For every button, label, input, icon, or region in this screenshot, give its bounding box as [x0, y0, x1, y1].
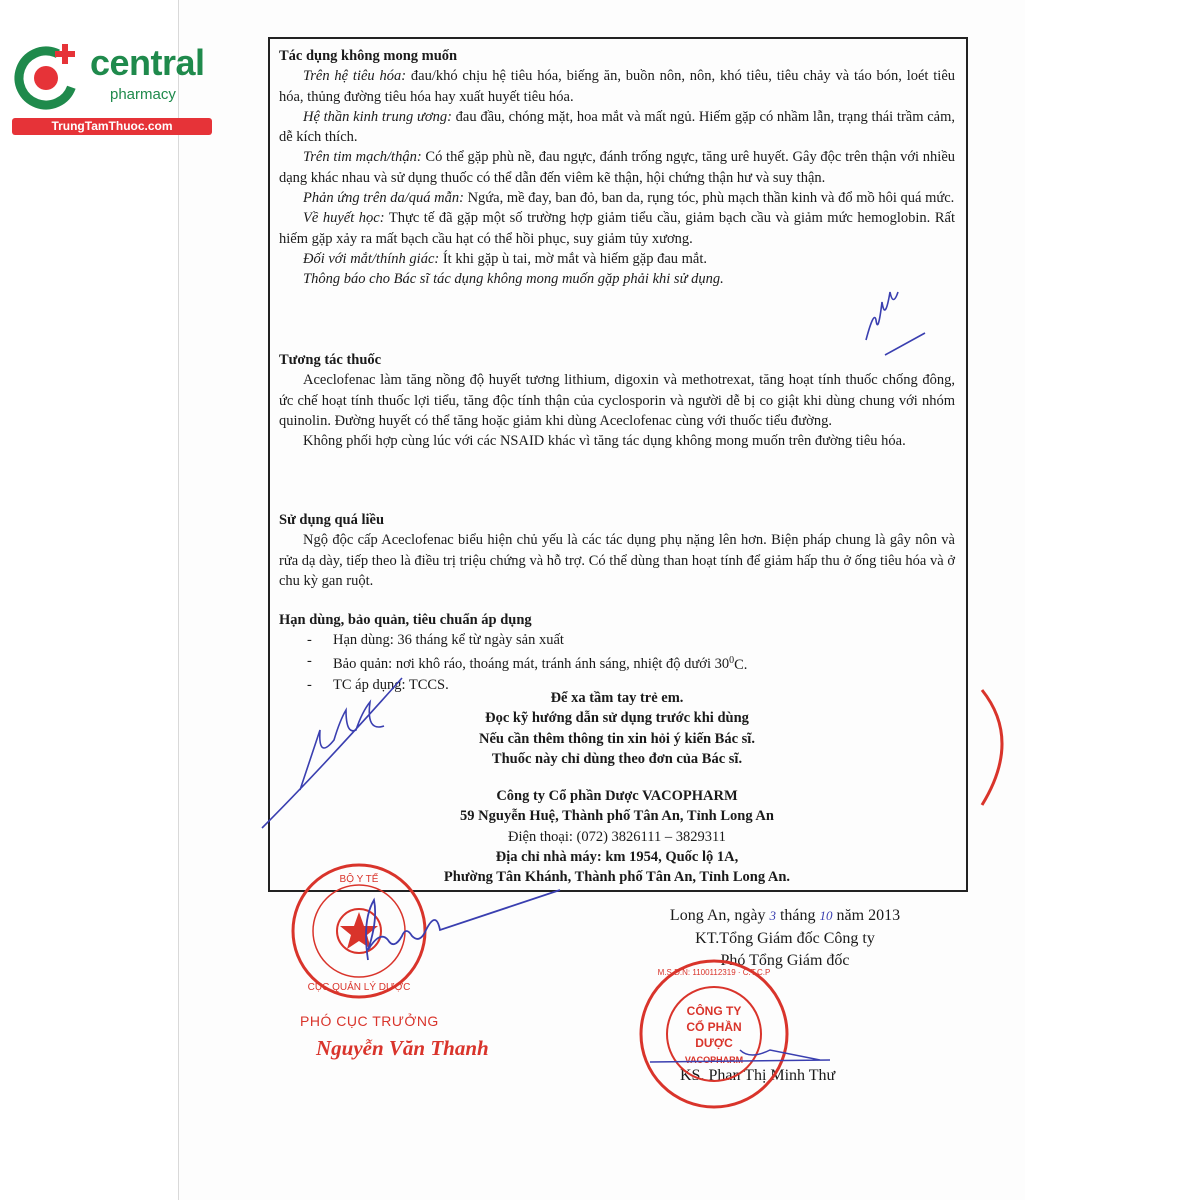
company-stamp-line: CÔNG TY — [686, 1004, 742, 1018]
side-effect-item: Trên hệ tiêu hóa: đau/khó chịu hệ tiêu hóa, biếng ăn, buồn nôn, nôn, khó tiêu, tiêu chảy và táo bón, loét tiêu hóa, thủng đường tiêu hóa hay xuất huyết tiêu hóa. — [279, 68, 956, 105]
company-stamp-line: VACOPHARM — [684, 1055, 744, 1065]
overdose-paragraph: Ngộ độc cấp Aceclofenac biểu hiện chủ yếu là các tác dụng phụ nặng lên hơn. Biện pháp chung là gây nôn và rửa dạ dày, tiếp theo là điều trị triệu chứng và hỗ trợ. Có thể dùng than hoạt tính để giảm hấp thu ở ống tiêu hóa và ở chu kỳ gan ruột. — [279, 532, 955, 589]
warning-line: Thuốc này chỉ dùng theo đơn của Bác sĩ. — [491, 750, 743, 767]
interactions-heading: Tương tác thuốc — [279, 352, 382, 368]
warning-line: Đọc kỹ hướng dẫn sử dụng trước khi dùng — [485, 710, 749, 727]
factory-address: Địa chỉ nhà máy: km 1954, Quốc lộ 1A, — [495, 848, 739, 865]
storage-item: - TC áp dụng: TCCS. — [279, 675, 955, 695]
side-effects-notice: Thông báo cho Bác sĩ tác dụng không mong muốn gặp phải khi sử dụng. — [303, 271, 724, 288]
signature-title: Phó Tổng Giám đốc — [720, 952, 850, 969]
side-effect-item: Hệ thần kinh trung ương: đau đầu, chóng mặt, hoa mắt và mất ngủ. Hiếm gặp có nhầm lẫn, trạng thái trầm cảm, dễ kích thích. — [279, 108, 955, 146]
signer-name: KS. Phan Thị Minh Thư — [680, 1067, 836, 1084]
side-effect-item: Đối với mắt/thính giác: Ít khi gặp ù tai, mờ mắt và hiếm gặp đau mắt. — [303, 250, 708, 267]
company-stamp-line: CỔ PHẦN — [686, 1020, 742, 1034]
interactions-paragraph: Không phối hợp cùng lúc với các NSAID khác vì tăng tác dụng không mong muốn trên đường tiêu hóa. — [303, 433, 906, 450]
brand-url[interactable]: TrungTamThuoc.com — [12, 118, 212, 135]
storage-heading: Hạn dùng, bảo quản, tiêu chuẩn áp dụng — [279, 612, 532, 628]
brand-subtitle: pharmacy — [110, 86, 176, 103]
signature-title: KT.Tổng Giám đốc Công ty — [695, 929, 875, 947]
vice-director-name: Nguyễn Văn Thanh — [316, 1036, 489, 1060]
brand-name: central — [90, 42, 205, 83]
company-stamp-line: DƯỢC — [695, 1036, 733, 1050]
warning-line: Nếu cần thêm thông tin xin hỏi ý kiến Bác sĩ. — [479, 730, 755, 747]
company-address: 59 Nguyễn Huệ, Thành phố Tân An, Tỉnh Long An — [460, 808, 774, 825]
company-name: Công ty Cổ phần Dược VACOPHARM — [496, 788, 738, 804]
warning-line: Để xa tầm tay trẻ em. — [550, 690, 684, 706]
side-effect-item: Phản ứng trên da/quá mẫn: Ngứa, mề đay, ban đỏ, ban da, rụng tóc, phù mạch thần kinh và đổ mồ hôi quá mức. — [303, 190, 955, 207]
company-stamp-ring: M.S.D.N: 1100112319 · C.T.C.P — [657, 968, 771, 977]
director-signature — [366, 890, 560, 960]
company-stamp — [641, 961, 787, 1107]
signature-date: Long An, ngày 3 tháng 10 năm 2013 — [669, 907, 901, 924]
side-effect-item: Trên tim mạch/thận: Có thể gặp phù nề, đau ngực, đánh trống ngực, tăng urê huyết. Gây độc trên thận với nhiều dạng khác nhau và sử dụng thuốc có thể dẫn đến viêm kẽ thận, hội chứng thận hư và suy thận. — [279, 149, 956, 186]
storage-item: - Bảo quản: nơi khô ráo, thoáng mát, tránh ánh sáng, nhiệt độ dưới $30^0C$. — [279, 651, 955, 675]
vice-director-title: PHÓ CỤC TRƯỞNG — [300, 1013, 439, 1029]
ministry-stamp-top: BỘ Y TẾ — [339, 874, 379, 885]
initials-signature — [866, 292, 925, 355]
storage-item: - Hạn dùng: 36 tháng kể từ ngày sản xuất — [279, 630, 955, 650]
left-signature — [262, 678, 402, 828]
factory-address: Phường Tân Khánh, Thành phố Tân An, Tỉnh Long An. — [443, 869, 791, 886]
overdose-heading: Sử dụng quá liều — [279, 512, 385, 528]
edge-stamp — [982, 690, 1002, 805]
side-effect-item: Về huyết học: Thực tế đã gặp một số trường hợp giảm tiểu cầu, giảm bạch cầu và giảm mức hemoglobin. Rất hiếm gặp xảy ra mất bạch cầu hạt có thể hồi phục, suy giảm tủy xương. — [279, 210, 955, 247]
interactions-paragraph: Aceclofenac làm tăng nồng độ huyết tương lithium, digoxin và methotrexat, tăng hoạt tính thuốc chống đông, ức chế hoạt tính thuốc lợi tiểu, tăng độc tính thận của cyclosporin và người dễ bị co giật khi dùng chung với nhóm quinolin. Đường huyết có thể tăng hoặc giảm khi dùng Aceclofenac cùng với thuốc tiểu đường. — [279, 372, 955, 429]
ministry-stamp-bottom: CỤC QUẢN LÝ DƯỢC — [307, 982, 411, 993]
company-phone: Điện thoại: (072) 3826111 – 3829311 — [508, 828, 726, 845]
side-effects-heading: Tác dụng không mong muốn — [279, 48, 458, 64]
